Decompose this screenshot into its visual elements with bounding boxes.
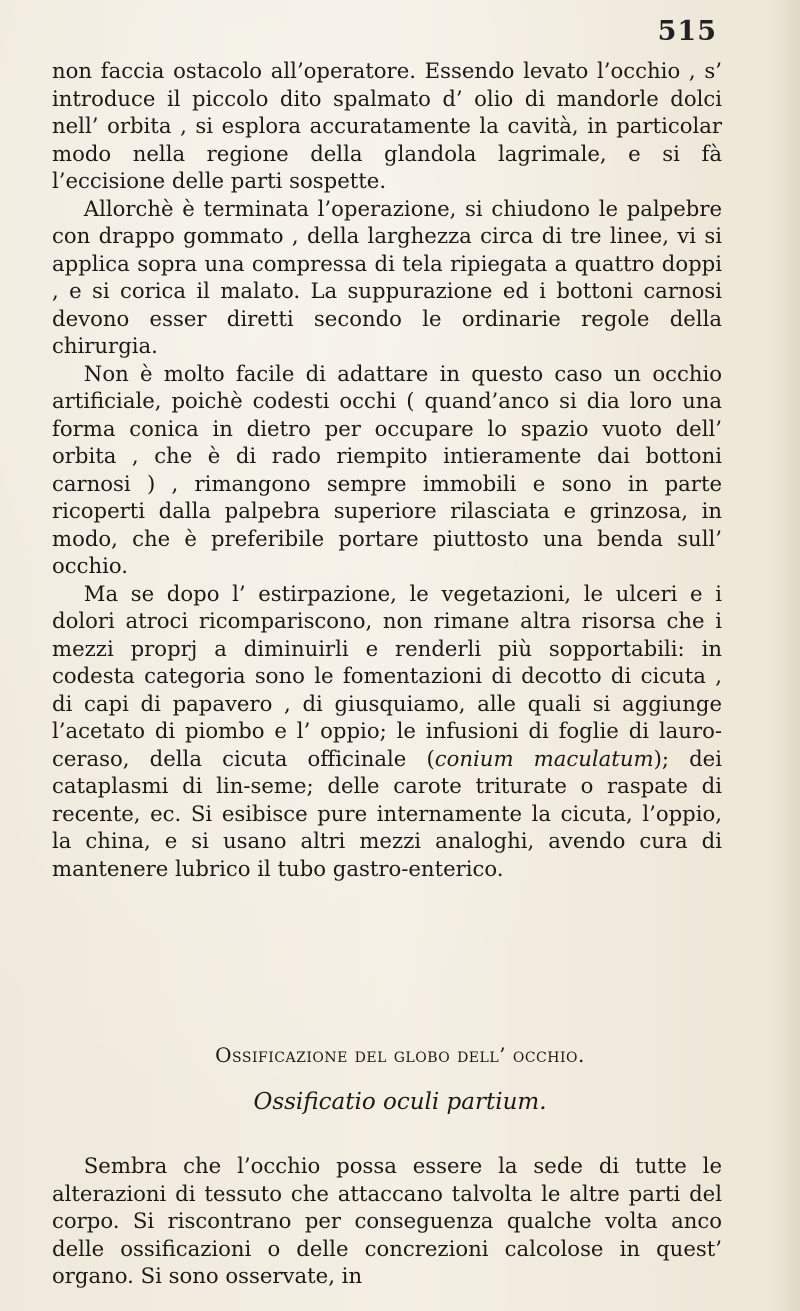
paragraph-5: Sembra che l’occhio possa essere la sede di tutte le alterazioni di tessuto che attaccano talvolta le altre parti del corpo. Si riscontrano per conseguenza qualche volta anco delle ossificazioni o delle concrezioni calcolose in quest’ organo. Si sono osservate, in [52, 1153, 722, 1288]
body-text-bottom [52, 1152, 722, 1290]
paragraph-4-text-end: ); dei cataplasmi di lin-seme; delle carote triturate o raspate di recente, ec. Si esibisce pure internamente la cicuta, l’oppio, la china, e si usano altri mezzi analoghi, avendo cura di mantenere lubrico il tubo gastro-enterico. [52, 745, 722, 881]
paragraph-2: Allorchè è terminata l’operazione, si chiudono le palpebre con drappo gommato , della larghezza circa di tre linee, vi si applica sopra una compressa di tela ripiegata a quattro doppi , e si corica il malato. La suppurazione ed i bottoni carnosi devono esser diretti secondo le ordinarie regole della chirurgia. [52, 195, 722, 358]
section-heading: Ossificazione del globo dell’ occhio. [215, 1043, 585, 1067]
latin-term: conium maculatum [434, 745, 654, 771]
section-subheading: Ossificatio oculi partium. [253, 1089, 547, 1115]
paragraph-3: Non è molto facile di adattare in questo caso un occhio artificiale, poichè codesti occhi ( quand’anco si dia loro una forma conica in dietro per occupare lo spazio vuoto dell’ orbita , che è di rado riempito intieramente dai bottoni carnosi ) , rimangono sempre immobili e sono in parte ricoperti dalla palpebra superiore rilasciata e grinzosa, in modo, che è preferibile portare piuttosto una benda sull’ occhio. [52, 360, 722, 578]
paragraph-4 [52, 580, 722, 883]
body-text-top [52, 57, 722, 882]
paragraph-4-text-start: Ma se dopo l’ estirpazione, le vegetazioni, le ulceri e i dolori atroci ricompariscono, non rimane altra risorsa che i mezzi proprj a diminuirli e renderli più sopportabili: in codesta categoria sono le fomentazioni di decotto di cicuta , di capi di papavero , di giusquiamo, alle quali si aggiunge l’acetato di piombo e l’ oppio; le infusioni di foglie di lauro-ceraso, della cicuta officinale ( [52, 580, 722, 771]
paragraph-1: non faccia ostacolo all’operatore. Essendo levato l’occhio , s’ introduce il piccolo dito spalmato d’ olio di mandorle dolci nell’ orbita , si esplora accuratamente la cavità, in particolar modo nella regione della glandola lagrimale, e si fà l’eccisione delle parti sospette. [52, 58, 722, 193]
page-number: 515 [657, 16, 717, 47]
